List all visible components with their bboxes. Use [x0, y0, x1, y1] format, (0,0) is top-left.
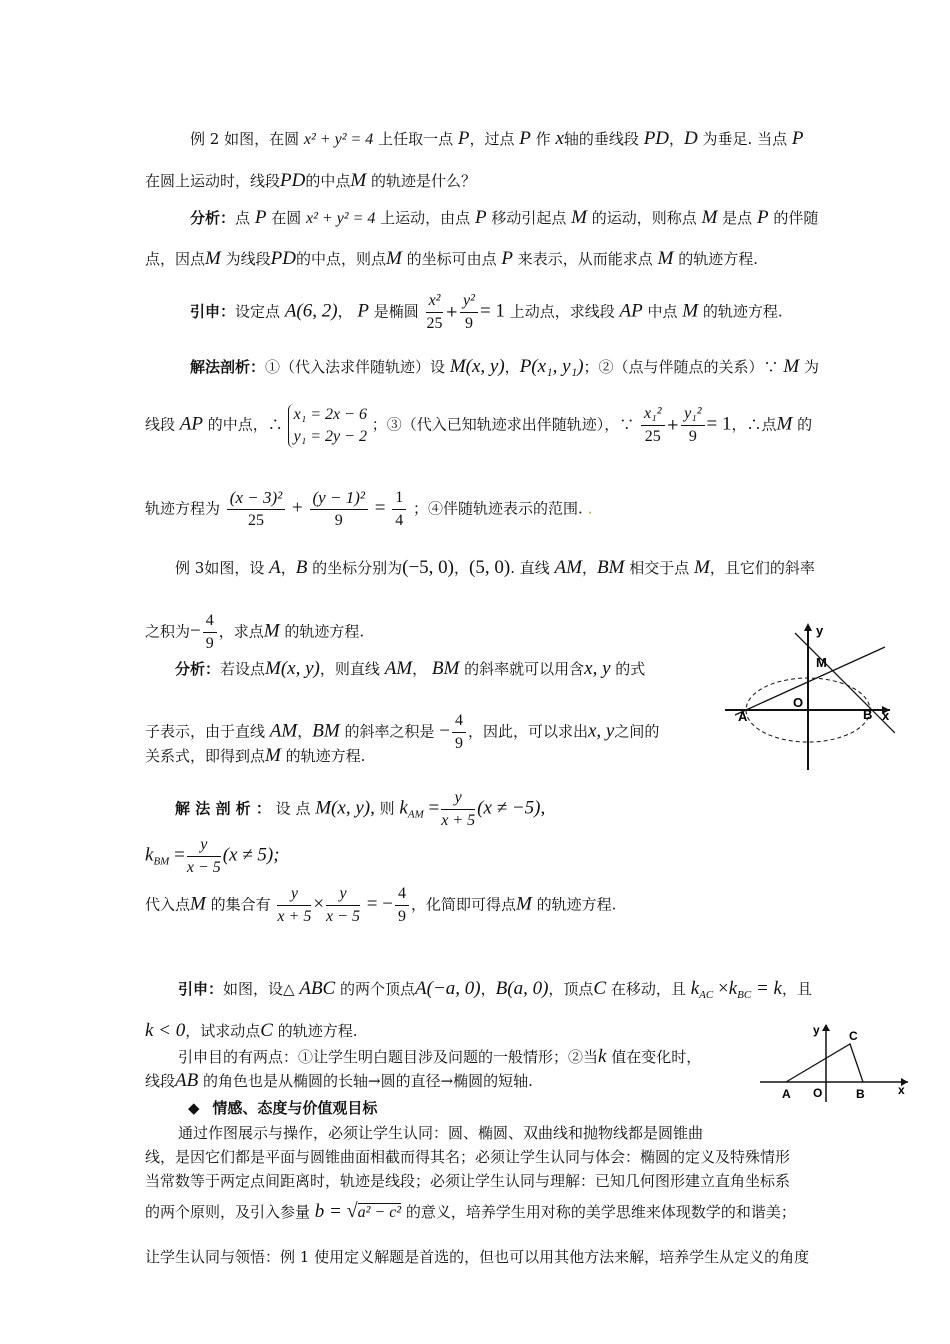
ext2-line2: k < 0，试求动点C 的轨迹方程.	[145, 1020, 358, 1041]
ext2-line3: 引申目的有两点：①让学生明白题目涉及问题的一般情形；②当k 值在变化时，	[178, 1046, 702, 1067]
section-heading: ◆ 情感、态度与价值观目标	[188, 1099, 378, 1117]
ext2-line4: 线段AB 的角色也是从椭圆的长轴→圆的直径→椭圆的短轴.	[145, 1070, 533, 1091]
ellipse-figure	[720, 615, 895, 770]
fig1-label-o: O	[793, 695, 804, 710]
sol1-line1: 解法剖析：①（代入法求伴随轨迹）设 M(x, y)，P(x₁, y₁)；②（点与伴随点的关系）∵ M 为	[190, 356, 819, 377]
fig2-label-a: A	[782, 1087, 791, 1101]
triangle-figure	[758, 1020, 913, 1105]
fig1-label-y: y	[816, 623, 824, 638]
triangle-abc	[786, 1044, 863, 1082]
fig1-label-a: A	[738, 709, 748, 724]
ext1-line: 引申：设定点 A(6, 2)， P 是椭圆 $\frac{\text{x²}}{25}$ + $\frac{\text{y²}}{9}$ = 1 上动点，求线段 AP 中点 M 的轨迹方程.	[190, 290, 783, 335]
analysis1-line2: 点，因点M 为线段PD的中点，则点M 的坐标可由点 P 来表示，从而能求点 M 的轨迹方程.	[145, 248, 758, 269]
analysis2-line1: 分析：若设点M(x, y)，则直线 AM， BM 的斜率就可以用含x, y 的式	[175, 658, 646, 679]
analysis1-line1: 分析：点 P 在圆 x² + y² = 4 上运动，由点 P 移动引起点 M 的运动，则称点 M 是点 P 的伴随	[190, 207, 819, 228]
ellipse-y-frac: $\frac{\text{y²}}{9}$	[460, 290, 478, 335]
sol2-line2: $k_{BM}$ = $\frac{y}{x - 5}$ (x ≠ 5);	[145, 836, 280, 876]
section-line3: 当常数等于两定点间距离时，轨迹是线段；必须让学生认同与理解：已知几何图形建立直角坐标系	[145, 1172, 791, 1190]
fig1-label-m: M	[816, 655, 827, 670]
line-bm	[795, 633, 895, 733]
fig2-label-b: B	[856, 1087, 865, 1101]
fig2-label-o: O	[813, 1086, 823, 1100]
analysis2-line3: 关系式，即得到点M 的轨迹方程.	[145, 745, 366, 766]
diamond-bullet-icon: ◆	[188, 1099, 200, 1117]
fig2-label-y: y	[813, 1023, 820, 1037]
ex2-line1: 例 2 如图，在圆 x² + y² = 4 上任取一点 P，过点 P 作 x轴的垂线段 PD，D 为垂足. 当点 P	[190, 128, 804, 149]
section-line5: 让学生认同与领悟：例 1 使用定义解题是首选的，但也可以用其他方法来解，培养学生从定义的角度	[145, 1248, 810, 1266]
y-axis-arrow	[822, 1024, 830, 1031]
equation-system: x₁ = 2x − 6 y₁ = 2y − 2	[288, 404, 367, 448]
y-axis-arrow	[804, 623, 812, 631]
fig1-label-x: x	[882, 708, 890, 723]
fig1-label-b: B	[863, 707, 873, 722]
sol1-line3: 轨迹方程为 $\frac{\text{(x − 3)²}}{25}$ + $\frac{\text{(y − 1)²}}{9}$ = $\frac{1}{4}$ ；④伴随轨迹表示的范围. .	[145, 488, 593, 529]
ellipse-x-frac: $\frac{\text{x²}}{25}$	[426, 292, 443, 332]
section-line2: 线，是因它们都是平面与圆锥曲面相截而得其名；必须让学生认同与体会：椭圆的定义及特殊情形	[145, 1148, 791, 1166]
fig2-label-x: x	[898, 1083, 905, 1097]
ex3-line2: 之积为− $\frac{4}{9}$ ，求点M 的轨迹方程.	[145, 612, 365, 652]
ext2-line1: 引申：如图，设△ ABC 的两个顶点A(−a, 0)，B(a, 0)，顶点C 在移动，且 $k_{AC} \times k_{BC} = k$，且	[178, 978, 812, 1001]
fig2-label-c: C	[849, 1029, 858, 1043]
section-line1: 通过作图展示与操作，必须让学生认同：圆、椭圆、双曲线和抛物线都是圆锥曲	[178, 1124, 704, 1142]
line-am	[735, 647, 885, 715]
ex2-line2: 在圆上运动时，线段PD的中点M 的轨迹是什么？	[145, 170, 476, 191]
sol2-line1: 解 法 剖 析 ： 设 点 M(x, y), 则 $k_{AM}$ = $\frac{y}{x + 5}$ (x ≠ −5),	[175, 789, 546, 829]
sol2-line3: 代入点M 的集合有 $\frac{y}{x + 5}$ × $\frac{y}{x - 5}$ = − $\frac{4}{9}$ ，化简即可得点M 的轨迹方程.	[145, 885, 617, 925]
analysis2-line2: 子表示，由于直线 AM，BM 的斜率之积是 − $\frac{4}{9}$ ，因此，可以求出x, y之间的	[145, 712, 660, 752]
ex3-line1: 例 3如图，设 A，B 的坐标分别为(−5, 0)，(5, 0). 直线 AM，BM 相交于点 M，且它们的斜率	[175, 557, 815, 578]
sol1-line2: 线段 AP 的中点，∴ x₁ = 2x − 6 y₁ = 2y − 2 ；③（代入已知轨迹求出伴随轨迹），∵ $\frac{\text{x₁²}}{25}$ + $\frac{\text{y₁²}}{9}$ = 1，∴点M 的	[145, 403, 812, 448]
section-line4: 的两个原则，及引入参量 b = √a² − c² 的意义，培养学生用对称的美学思维来体现数学的和谐美；	[145, 1200, 796, 1222]
